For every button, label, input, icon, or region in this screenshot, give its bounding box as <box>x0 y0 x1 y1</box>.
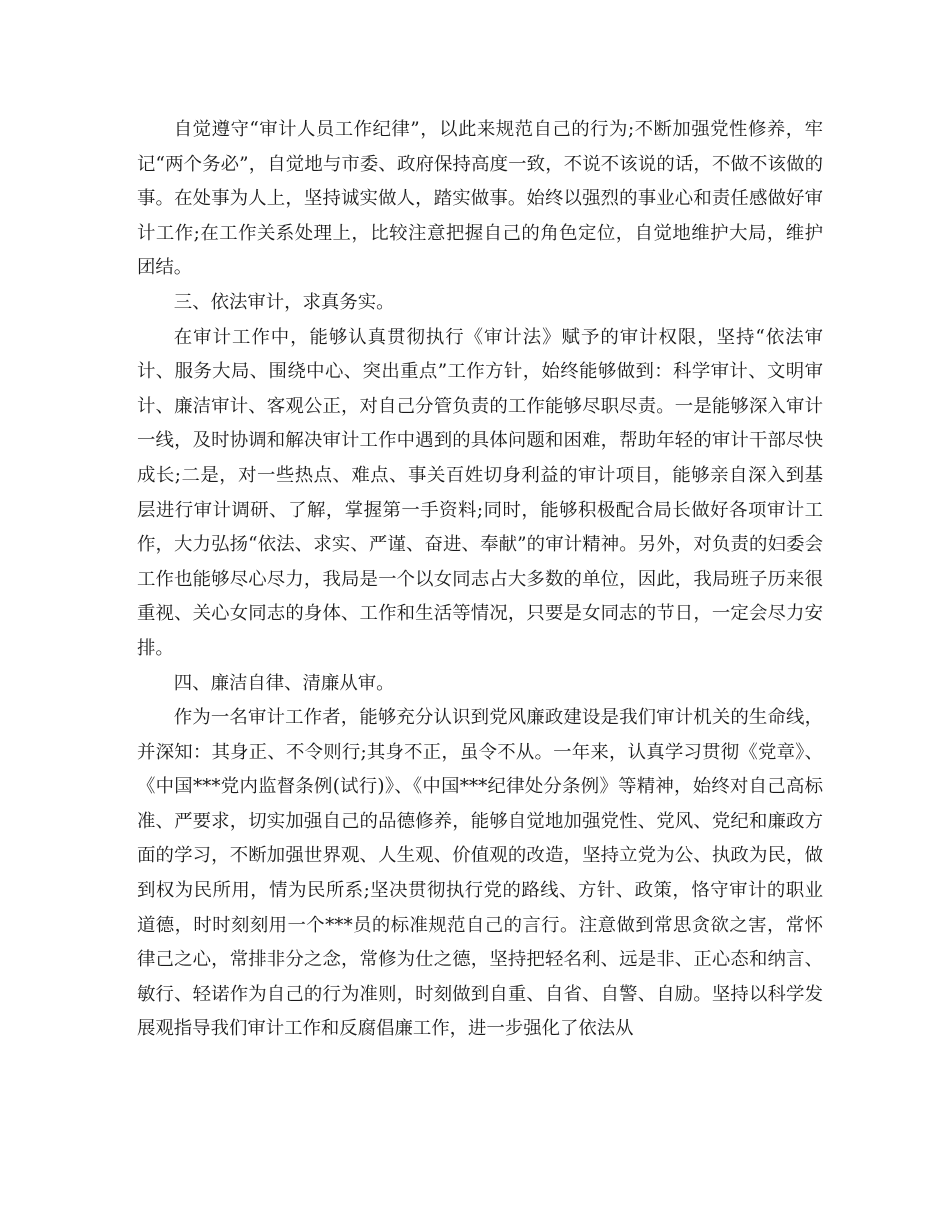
section-heading-4: 四、廉洁自律、清廉从审。 <box>173 672 395 694</box>
section-heading-3: 三、依法审计，求真务实。 <box>173 291 395 313</box>
paragraph-discipline: 自觉遵守“审计人员工作纪律”，以此来规范自己的行为;不断加强党性修养，牢记“两个务必”，自觉地与市委、政府保持高度一致，不说不该说的话，不做不该做的事。在处事为人上，坚持诚实做人，踏实做事。始终以强烈的事业心和责任感做好审计工作;在工作关系处理上，比较注意把握自己的角色定位，自觉地维护大局，维护团结。 <box>137 119 823 279</box>
document-body <box>137 113 823 1047</box>
paragraph-audit-work: 在审计工作中，能够认真贯彻执行《审计法》赋予的审计权限，坚持“依法审计、服务大局、围绕中心、突出重点”工作方针，始终能够做到：科学审计、文明审计、廉洁审计、客观公正，对自己分管负责的工作能够尽职尽责。一是能够深入审计一线，及时协调和解决审计工作中遇到的具体问题和困难，帮助年轻的审计干部尽快成长;二是，对一些热点、难点、事关百姓切身利益的审计项目，能够亲自深入到基层进行审计调研、了解，掌握第一手资料;同时，能够积极配合局长做好各项审计工作，大力弘扬“依法、求实、严谨、奋进、奉献”的审计精神。另外，对负责的妇委会工作也能够尽心尽力，我局是一个以女同志占大多数的单位，因此，我局班子历来很重视、关心女同志的身体、工作和生活等情况，只要是女同志的节日，一定会尽力安排。 <box>137 326 823 659</box>
paragraph-integrity: 作为一名审计工作者，能够充分认识到党风廉政建设是我们审计机关的生命线，并深知：其身正、不令则行;其身不正，虽令不从。一年来，认真学习贯彻《党章》、《中国***党内监督条例(试行)》、《中国***纪律处分条例》等精神，始终对自己高标准、严要求，切实加强自己的品德修养，能够自觉地加强党性、党风、党纪和廉政方面的学习，不断加强世界观、人生观、价值观的改造，坚持立党为公、执政为民，做到权为民所用，情为民所系;坚决贯彻执行党的路线、方针、政策，恪守审计的职业道德，时时刻刻用一个***员的标准规范自己的言行。注意做到常思贪欲之害，常怀律己之心，常排非分之念，常修为仕之德，坚持把轻名利、远是非、正心态和纳言、敏行、轻诺作为自己的行为准则，时刻做到自重、自省、自警、自励。坚持以科学发展观指导我们审计工作和反腐倡廉工作，进一步强化了依法从 <box>137 707 823 1040</box>
